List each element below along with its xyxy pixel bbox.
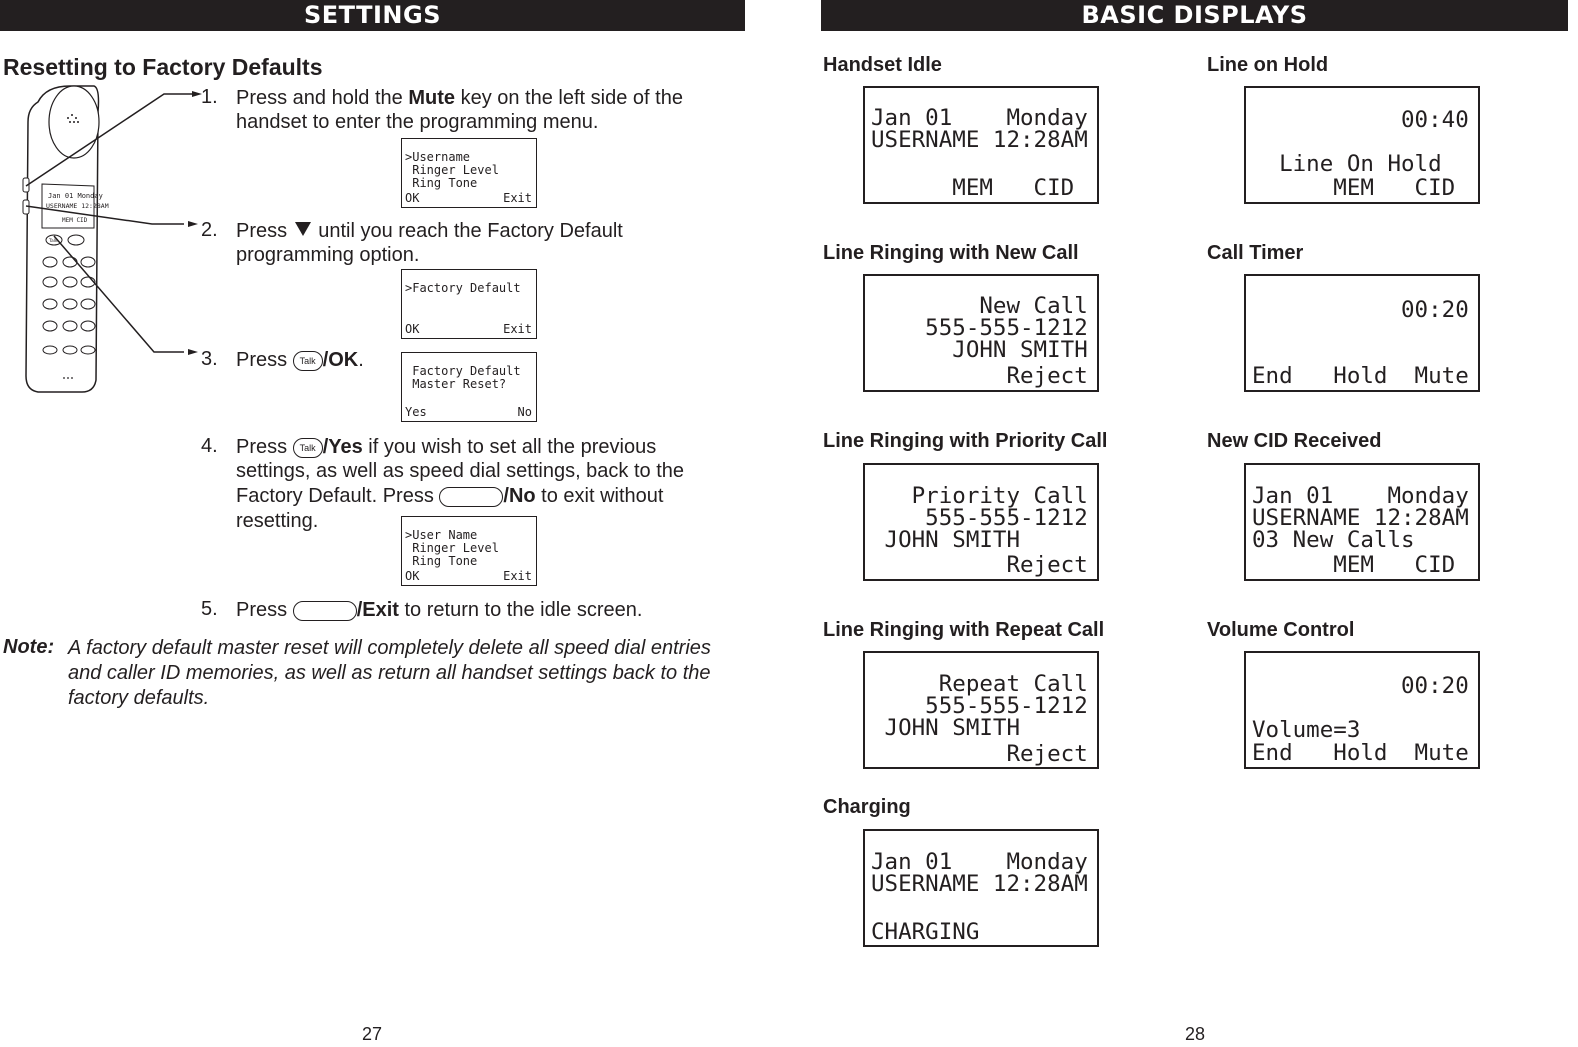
svg-text:MEM CID: MEM CID	[62, 217, 88, 224]
step-4-number: 4.	[201, 435, 218, 457]
talk-key-icon: Talk	[293, 351, 323, 371]
basic-displays-banner: BASIC DISPLAYS	[821, 0, 1568, 31]
step-4-text: Press Talk /Yes if you wish to set all the previous settings, as well as speed dial settings, back to the Factory Default. Press /No to exit without resetting.	[236, 436, 685, 532]
step-2-number: 2.	[201, 219, 218, 241]
display-volume-control: 00:20 Volume=3 End Hold Mute	[1244, 651, 1480, 769]
note-text: A factory default master reset will completely delete all speed dial entries and caller ID memories, as well as return all handset settings back to the factory defaults.	[68, 637, 711, 709]
handset-illustration	[18, 82, 218, 402]
svg-text:USERNAME 12:28AM: USERNAME 12:28AM	[46, 202, 109, 210]
step-5-number: 5.	[201, 598, 218, 620]
caption-volume-control: Volume Control	[1207, 619, 1355, 641]
end-key-icon	[293, 601, 357, 621]
step-3-number: 3.	[201, 348, 218, 370]
display-line-ringing-priority-call: Priority Call 555-555-1212 JOHN SMITH Reject	[863, 463, 1099, 581]
caption-charging: Charging	[823, 796, 911, 818]
step-2-text: Press until you reach the Factory Default programming option.	[236, 220, 623, 266]
svg-text:Talk: Talk	[49, 239, 58, 244]
down-arrow-icon	[295, 222, 311, 236]
caption-new-cid-received: New CID Received	[1207, 430, 1382, 452]
caption-line-ringing-new-call: Line Ringing with New Call	[823, 242, 1079, 264]
display-handset-idle: Jan 01 Monday USERNAME 12:28AM MEM CID	[863, 86, 1099, 204]
display-line-ringing-repeat-call: Repeat Call 555-555-1212 JOHN SMITH Reject	[863, 651, 1099, 769]
settings-banner: SETTINGS	[0, 0, 745, 31]
talk-key-icon: Talk	[293, 438, 323, 458]
svg-text:Jan 01 Monday: Jan 01 Monday	[48, 192, 103, 200]
caption-call-timer: Call Timer	[1207, 242, 1304, 264]
caption-handset-idle: Handset Idle	[823, 54, 942, 76]
page-number-right: 28	[1185, 1024, 1206, 1044]
mini-screen-master-reset: Factory Default Master Reset? Yes No	[401, 352, 537, 422]
display-charging: Jan 01 Monday USERNAME 12:28AM CHARGING	[863, 829, 1099, 947]
caption-line-on-hold: Line on Hold	[1207, 54, 1329, 76]
mini-screen-menu: >Username Ringer Level Ring Tone OK Exit	[401, 138, 537, 208]
mini-screen-factory-default: >Factory Default OK Exit	[401, 269, 537, 339]
display-call-timer: 00:20 End Hold Mute	[1244, 274, 1480, 392]
display-new-cid-received: Jan 01 Monday USERNAME 12:28AM 03 New Calls MEM CID	[1244, 463, 1480, 581]
caption-line-ringing-priority-call: Line Ringing with Priority Call	[823, 430, 1108, 452]
step-1-text: Press and hold the Mute key on the left side of the handset to enter the programming menu.	[236, 87, 683, 133]
page-number-left: 27	[362, 1024, 383, 1044]
step-3-text: Press Talk /OK.	[236, 349, 364, 371]
caption-line-ringing-repeat-call: Line Ringing with Repeat Call	[823, 619, 1105, 641]
display-line-ringing-new-call: New Call 555-555-1212 JOHN SMITH Reject	[863, 274, 1099, 392]
note-label: Note:	[3, 636, 55, 658]
end-key-icon	[439, 487, 503, 507]
step-5-text: Press /Exit to return to the idle screen.	[236, 599, 643, 621]
section-heading: Resetting to Factory Defaults	[3, 54, 323, 80]
step-1-number: 1.	[201, 86, 218, 108]
display-line-on-hold: 00:40 Line On Hold MEM CID	[1244, 86, 1480, 204]
mini-screen-menu-after-reset: >User Name Ringer Level Ring Tone OK Exit	[401, 516, 537, 586]
